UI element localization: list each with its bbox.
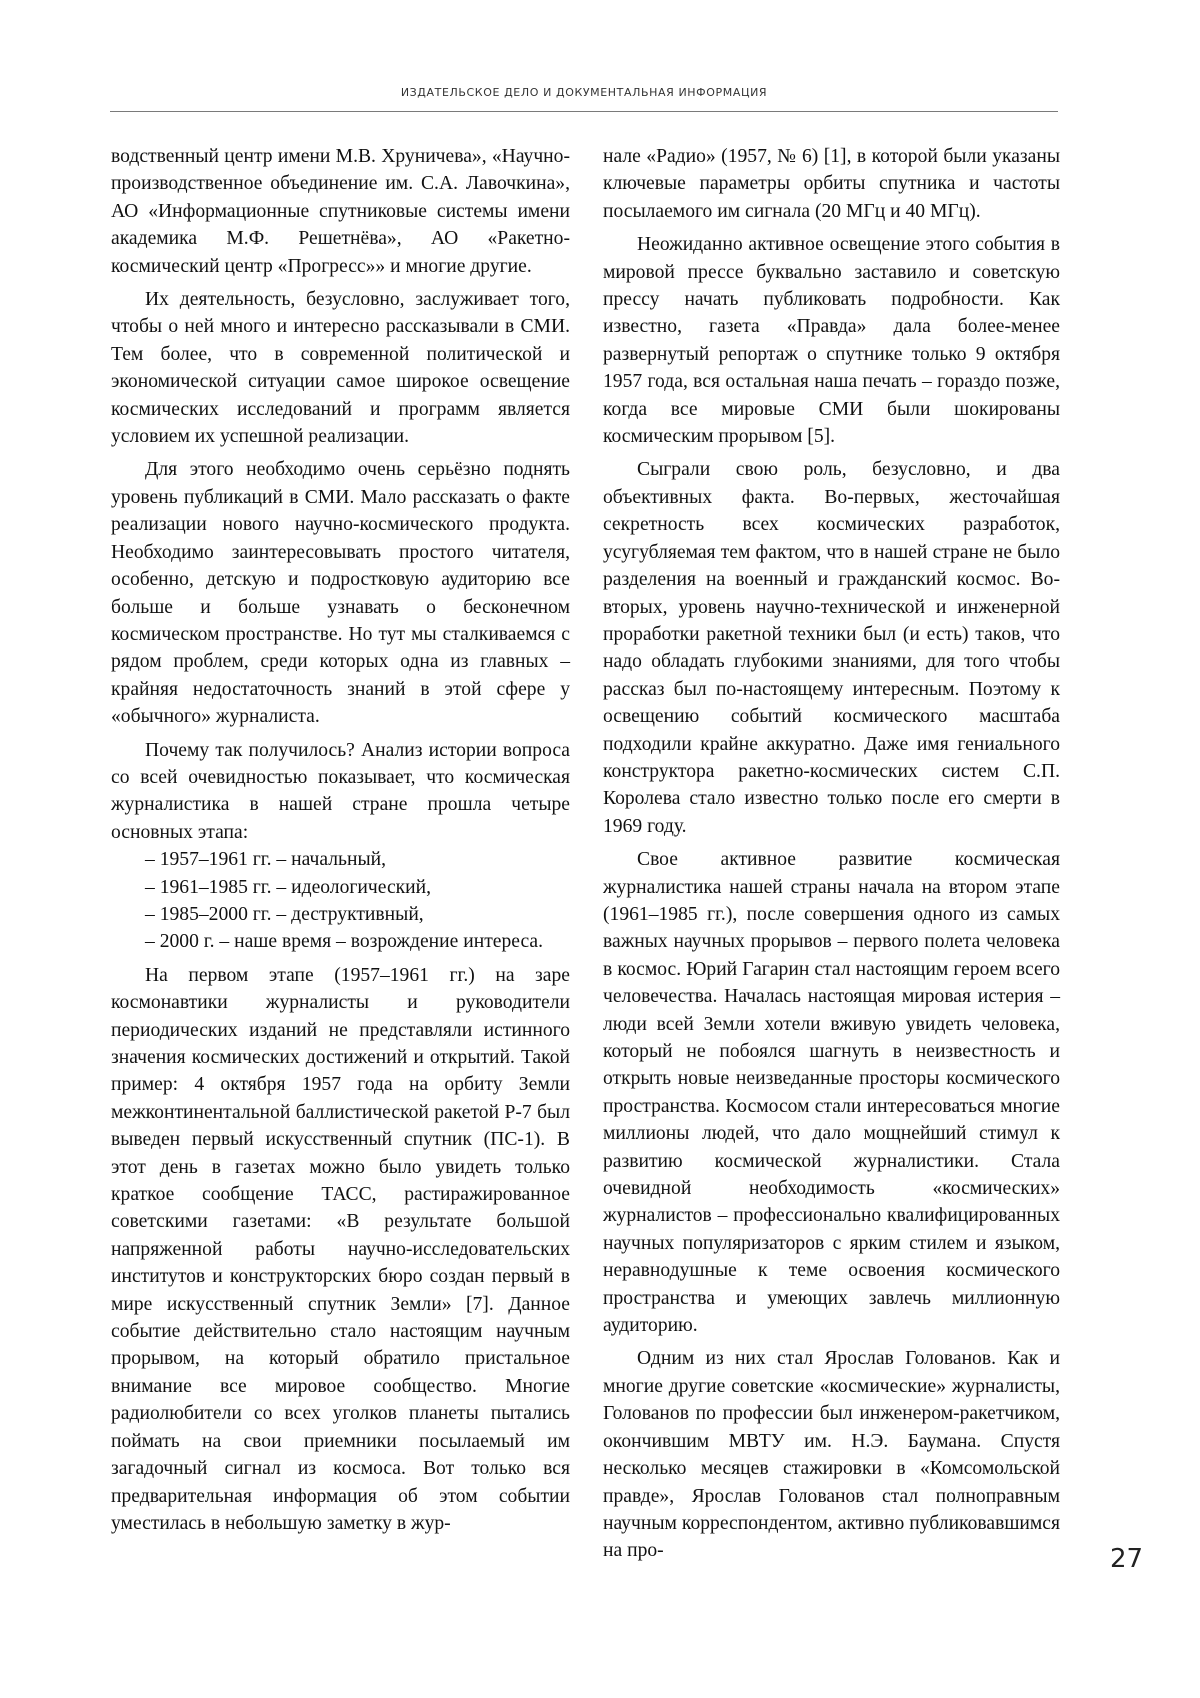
paragraph: На первом этапе (1957–1961 гг.) на заре космонавтики журналисты и руководители периодических изданий не представляли истинного значения космических достижений и открытий. Такой пример: 4 октября 1957 года на орбиту Земли межконтинентальной баллистической ракетой Р-7 был выведен первый искусственный спутник (ПС-1). В этот день в газетах можно было увидеть только краткое сообщение ТАСС, растиражированное советскими газетами: «В результате большой напряженной работы научно-исследовательских институтов и конструкторских бюро создан первый в мире искусственный спутник Земли» [7]. Данное событие действительно стало настоящим научным прорывом, на который обратило пристальное внимание все мировое сообщество. Многие радиолюбители со всех уголков планеты пытались поймать на свои приемники посылаемый им загадочный сигнал из космоса. Вот только вся предварительная информация об этом событии уместилась в небольшую заметку в жур- xyxy=(111,964,570,1534)
page-number: 27 xyxy=(1110,1544,1144,1574)
paragraph: Неожиданно активное освещение этого события в мировой прессе буквально заставило и советскую прессу начать публиковать подробности. Как известно, газета «Правда» дала более-менее развернутый репортаж о спутнике только 9 октября 1957 года, вся остальная наша печать – гораздо позже, когда все мировые СМИ были шокированы космическим прорывом [5]. xyxy=(603,234,1060,448)
list-item: – 1957–1961 гг. – начальный, xyxy=(145,849,386,871)
paragraph: нале «Радио» (1957, № 6) [1], в которой были указаны ключевые параметры орбиты спутника и частоты посылаемого им сигнала (20 МГц и 40 МГц). xyxy=(603,146,1060,222)
list-item: – 2000 г. – наше время – возрождение интереса. xyxy=(145,931,543,953)
paragraph: Для этого необходимо очень серьёзно поднять уровень публикаций в СМИ. Мало рассказать о факте реализации нового научно-космического продукта. Необходимо заинтересовывать простого читателя, особенно, детскую и подростковую аудиторию все больше и больше узнавать о бесконечном космическом пространстве. Но тут мы сталкиваемся с рядом проблем, среди которых одна из главных – крайняя недостаточность знаний в этой сфере у «обычного» журналиста. xyxy=(111,459,570,728)
left-column xyxy=(111,143,570,1537)
paragraph: Почему так получилось? Анализ истории вопроса со всей очевидностью показывает, что космическая журналистика в нашей стране прошла четыре основных этапа: xyxy=(111,739,570,843)
running-title: ИЗДАТЕЛЬСКОЕ ДЕЛО И ДОКУМЕНТАЛЬНАЯ ИНФОРМАЦИЯ xyxy=(400,86,768,99)
list-item: – 1961–1985 гг. – идеологический, xyxy=(145,876,432,898)
list-item: – 1985–2000 гг. – деструктивный, xyxy=(145,903,424,925)
paragraph: Одним из них стал Ярослав Голованов. Как и многие другие советские «космические» журналисты, Голованов по профессии был инженером-ракетчиком, окончившим МВТУ им. Н.Э. Баумана. Спустя несколько месяцев стажировки в «Комсомольской правде», Ярослав Голованов стал полноправным научным корреспондентом, активно публиковавшимся на про- xyxy=(603,1348,1060,1562)
paragraph: Сыграли свою роль, безусловно, и два объективных факта. Во-первых, жесточайшая секретность всех космических разработок, усугубляемая тем фактом, что в нашей стране не было разделения на военный и гражданский космос. Во-вторых, уровень научно-технической и инженерной проработки ракетной техники был (и есть) таков, что надо обладать глубокими знаниями, для того чтобы рассказ был по-настоящему интересным. Поэтому к освещению событий космического масштаба подходили крайне аккуратно. Даже имя гениального конструктора ракетно-космических систем С.П. Королева стало известно только после его смерти в 1969 году. xyxy=(603,459,1060,837)
paragraph: Их деятельность, безусловно, заслуживает того, чтобы о ней много и интересно рассказывали в СМИ. Тем более, что в современной политической и экономической ситуации самое широкое освещение космических исследований и программ является условием их успешной реализации. xyxy=(111,289,570,448)
paragraph: водственный центр имени М.В. Хруничева», «Научно-производственное объединение им. С.А. Лавочкина», АО «Информационные спутниковые системы имени академика М.Ф. Решетнёва», АО «Ракетно-космический центр «Прогресс»» и многие другие. xyxy=(111,146,570,277)
right-column xyxy=(603,143,1060,1565)
header-rule xyxy=(110,111,1058,112)
paragraph: Свое активное развитие космическая журналистика нашей страны начала на втором этапе (1961–1985 гг.), после совершения одного из самых важных научных прорывов – первого полета человека в космос. Юрий Гагарин стал настоящим героем всего человечества. Началась настоящая мировая истерия – люди всей Земли хотели вживую увидеть человека, который не побоялся шагнуть в неизвестность и открыть новые неизведанные просторы космического пространства. Космосом стали интересоваться многие миллионы людей, что дало мощнейший стимул к развитию космической журналистики. Стала очевидной необходимость «космических» журналистов – профессионально квалифицированных научных популяризаторов с ярким стилем и языком, неравнодушные к теме освоения космического пространства и умеющих завлечь миллионную аудиторию. xyxy=(603,849,1060,1337)
